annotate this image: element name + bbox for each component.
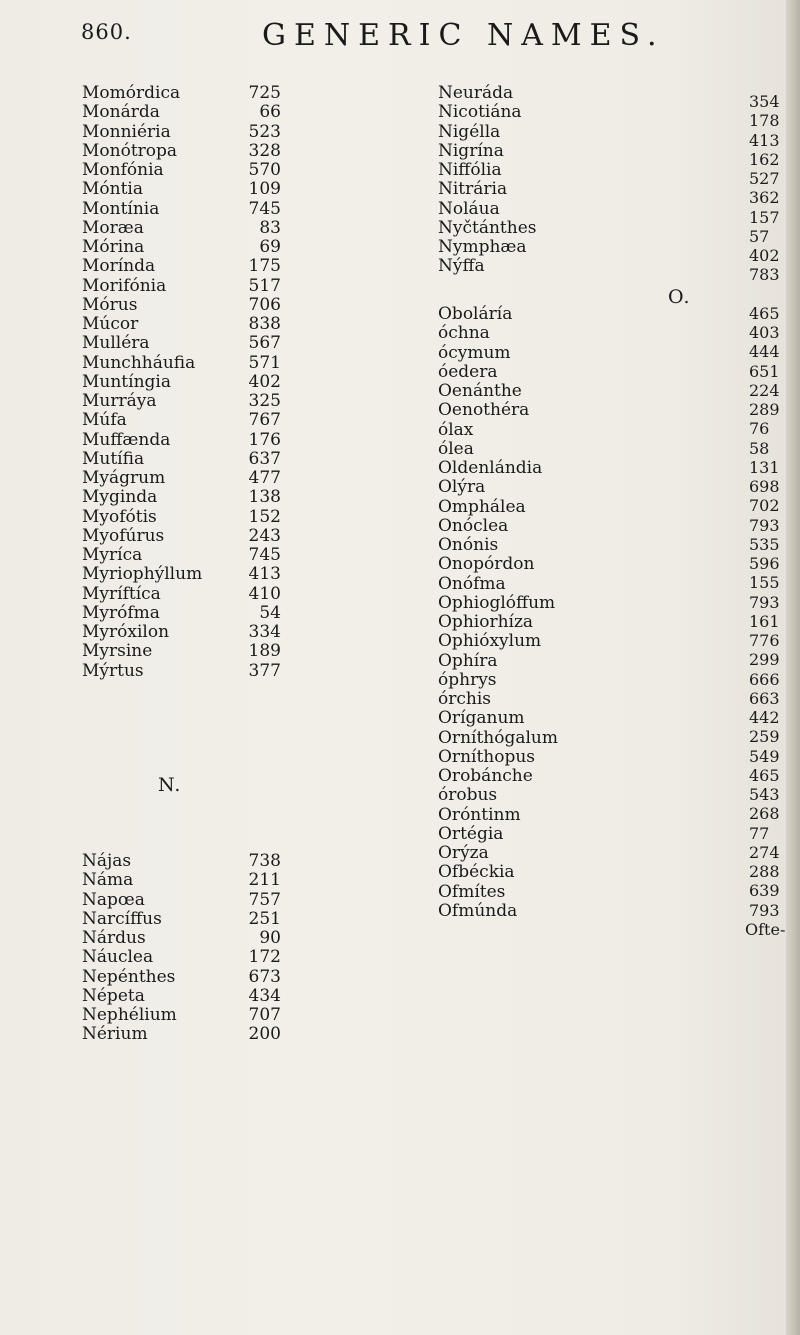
genus-name: Orobánche (438, 766, 533, 786)
page-ref: 354 (749, 92, 780, 111)
genus-name: Oenothéra (438, 400, 530, 421)
section-letter-n: N. (158, 774, 182, 796)
page-ref: 54 (259, 602, 281, 623)
genus-name: Nitrária (438, 179, 508, 200)
genus-name: Myrófma (82, 602, 160, 623)
page-ref: 259 (749, 727, 780, 747)
page-ref: 410 (248, 583, 281, 604)
genus-name: Muffænda (82, 429, 171, 450)
page-number: 860. (81, 20, 132, 44)
page-ref: 69 (259, 237, 281, 257)
genus-name: Myróxilon (82, 622, 170, 642)
genus-name: Noláua (438, 198, 500, 219)
genus-name: Ofmítes (438, 881, 506, 902)
page-ref: 477 (248, 468, 281, 488)
genus-name: Napœa (82, 889, 145, 910)
right-column-pages (745, 92, 786, 939)
page-ref: 465 (749, 765, 780, 785)
genus-name: Myofúrus (82, 525, 165, 546)
page-ref: 637 (248, 448, 281, 469)
genus-name: Oenánthe (438, 381, 522, 401)
genus-name: Nérium (82, 1024, 148, 1045)
page-ref: 274 (749, 842, 780, 862)
genus-name: Muntíngia (82, 371, 171, 392)
page-ref: 268 (749, 804, 780, 824)
genus-name: Nepénthes (82, 966, 176, 987)
genus-name: Ortégia (438, 823, 504, 844)
page-ref: 251 (248, 908, 281, 929)
page-ref: 328 (248, 140, 281, 161)
page-ref: 757 (248, 889, 281, 910)
genus-name: Omphálea (438, 496, 526, 517)
page-ref: 783 (749, 265, 780, 285)
genus-name: Olýra (438, 477, 486, 498)
page-ref: 745 (248, 545, 281, 565)
left-column-n-pages (245, 852, 281, 1045)
page-ref: 444 (749, 342, 780, 362)
page-ref: 673 (248, 966, 281, 987)
page-ref: 639 (749, 881, 780, 901)
left-column-m-names (82, 84, 202, 681)
genus-name: Monárda (82, 102, 160, 123)
genus-name: Mýrtus (82, 660, 144, 681)
genus-name: Mórina (82, 237, 145, 257)
genus-name: Ofbéckia (438, 862, 515, 883)
page-ref: 793 (749, 900, 780, 920)
genus-name: Monótropa (82, 140, 178, 161)
genus-name: Murráya (82, 391, 157, 411)
page-ref: 176 (248, 429, 281, 450)
genus-name: ólax (438, 419, 474, 440)
page-ref: 523 (248, 121, 281, 142)
genus-name: Myriophýllum (82, 564, 203, 585)
page-title: GENERIC NAMES. (262, 18, 665, 53)
genus-name: Oróntinm (438, 804, 521, 825)
genus-name: Onófma (438, 573, 506, 594)
page-ref: 413 (248, 564, 281, 585)
section-letter-o: O. (668, 286, 691, 308)
catchword: Ofte- (745, 919, 786, 939)
page-ref: 377 (248, 660, 281, 681)
page-ref: 83 (259, 217, 281, 238)
page-ref: 402 (248, 371, 281, 392)
genus-name: Náuclea (82, 947, 154, 968)
page-ref: 211 (248, 870, 281, 891)
page-ref: 402 (749, 246, 780, 265)
page-ref: 334 (248, 622, 281, 642)
genus-name: Myginda (82, 487, 158, 508)
genus-name: Myofótis (82, 506, 157, 527)
genus-name: Mutífia (82, 448, 145, 469)
page-ref: 161 (749, 611, 780, 631)
genus-name: Orníthógalum (438, 727, 558, 748)
genus-name: Múfa (82, 410, 127, 431)
page-ref: 58 (749, 438, 770, 458)
left-column-n-names (82, 852, 177, 1045)
page-ref: 178 (749, 111, 780, 131)
genus-name: Nicotiána (438, 102, 522, 123)
genus-name: Nigrína (438, 140, 504, 161)
page-ref: 138 (248, 487, 281, 508)
genus-name: Ophióxylum (438, 631, 542, 652)
genus-name: Oríganum (438, 708, 525, 729)
genus-name: Myríftíca (82, 583, 161, 604)
page-ref: 155 (749, 573, 780, 593)
genus-name: Nýffa (438, 256, 485, 277)
genus-name: Ophioglóffum (438, 592, 556, 613)
genus-name: Nymphæa (438, 237, 527, 257)
page-ref: 838 (248, 314, 281, 334)
page-ref: 157 (749, 207, 780, 227)
middle-column-o-names (438, 305, 558, 921)
genus-name: óphrys (438, 669, 497, 690)
genus-name: Moræa (82, 217, 144, 238)
genus-name: órchis (438, 689, 491, 709)
page-ref: 517 (248, 275, 281, 296)
page-ref: 698 (749, 477, 780, 496)
genus-name: Múcor (82, 314, 139, 334)
page-ref: 745 (248, 198, 281, 219)
genus-name: Onónis (438, 535, 499, 555)
page-edge (786, 0, 800, 1335)
genus-name: Nigélla (438, 121, 501, 142)
genus-name: Montínia (82, 198, 160, 219)
page-ref: 570 (248, 160, 281, 180)
genus-name: óchna (438, 323, 490, 344)
genus-name: Ophíra (438, 650, 498, 671)
genus-name: Nyčtánthes (438, 217, 537, 238)
page-ref: 434 (248, 985, 281, 1006)
page-ref: 793 (749, 515, 780, 535)
page-ref: 288 (749, 862, 780, 881)
genus-name: Morifónia (82, 275, 167, 296)
genus-name: Oboláría (438, 304, 513, 324)
page-ref: 767 (248, 410, 281, 431)
page-ref: 325 (248, 391, 281, 411)
page-ref: 243 (248, 525, 281, 546)
genus-name: Momórdica (82, 83, 181, 103)
genus-name: Myríca (82, 545, 143, 565)
genus-name: Onopórdon (438, 554, 535, 575)
genus-name: Onóclea (438, 515, 509, 536)
genus-name: Morínda (82, 256, 156, 277)
genus-name: Náma (82, 870, 134, 891)
genus-name: Ofmúnda (438, 900, 518, 921)
middle-column-n-names (438, 84, 536, 277)
page-ref: 663 (749, 688, 780, 708)
page-ref: 131 (749, 457, 780, 477)
page-ref: 738 (248, 851, 281, 871)
page-ref: 224 (749, 380, 780, 400)
page-ref: 109 (248, 179, 281, 200)
genus-name: Orýza (438, 843, 489, 863)
genus-name: Neuráda (438, 83, 514, 103)
page-ref: 299 (749, 650, 780, 670)
genus-name: Nájas (82, 851, 132, 871)
page-ref: 596 (749, 554, 780, 573)
page-ref: 706 (248, 294, 281, 315)
page-ref: 567 (248, 333, 281, 354)
genus-name: Niffólia (438, 160, 502, 180)
genus-name: Mórus (82, 294, 138, 315)
genus-name: ócymum (438, 342, 511, 363)
genus-name: órobus (438, 785, 498, 806)
page-ref: 57 (749, 226, 770, 246)
page-ref: 465 (749, 303, 780, 323)
genus-name: Monfónia (82, 160, 164, 180)
page-ref: 189 (248, 641, 281, 662)
genus-name: Oldenlándia (438, 458, 543, 478)
page-ref: 666 (749, 669, 780, 689)
page-ref: 651 (749, 361, 780, 381)
page-ref: 403 (749, 323, 780, 342)
page-ref: 527 (749, 169, 780, 188)
page-ref: 362 (749, 188, 780, 208)
page-ref: 442 (749, 708, 780, 727)
page-ref: 175 (248, 256, 281, 277)
genus-name: Orníthopus (438, 746, 536, 767)
genus-name: Myrsine (82, 641, 153, 662)
genus-name: Mulléra (82, 333, 150, 354)
genus-name: Nephélium (82, 1005, 177, 1025)
page-ref: 66 (259, 102, 281, 123)
genus-name: Nárdus (82, 928, 146, 948)
page-ref: 543 (749, 785, 780, 804)
spacer (749, 285, 785, 304)
page-ref: 725 (248, 83, 281, 103)
page-ref: 702 (749, 496, 780, 516)
page-ref: 793 (749, 592, 780, 612)
genus-name: Munchháufia (82, 352, 196, 373)
page-ref: 76 (749, 419, 770, 439)
page-ref: 413 (749, 130, 780, 150)
page-ref: 289 (749, 400, 780, 419)
page-ref: 535 (749, 534, 780, 554)
page-ref: 152 (248, 506, 281, 527)
page-ref: 90 (259, 928, 281, 948)
genus-name: Narcíffus (82, 908, 162, 929)
genus-name: Ophiorhíza (438, 612, 534, 632)
genus-name: Monniéria (82, 121, 171, 142)
genus-name: Myágrum (82, 468, 166, 488)
page-ref: 77 (749, 823, 770, 843)
page-ref: 776 (749, 631, 780, 650)
genus-name: óedera (438, 361, 498, 382)
page-ref: 172 (248, 947, 281, 968)
page-ref: 162 (749, 149, 780, 169)
page-ref: 571 (248, 352, 281, 373)
page-ref: 200 (248, 1024, 281, 1045)
genus-name: Móntia (82, 179, 143, 200)
genus-name: Népeta (82, 985, 145, 1006)
left-column-m-pages (245, 84, 281, 681)
genus-name: ólea (438, 438, 474, 459)
page-ref: 707 (248, 1005, 281, 1025)
page-ref: 549 (749, 746, 780, 766)
